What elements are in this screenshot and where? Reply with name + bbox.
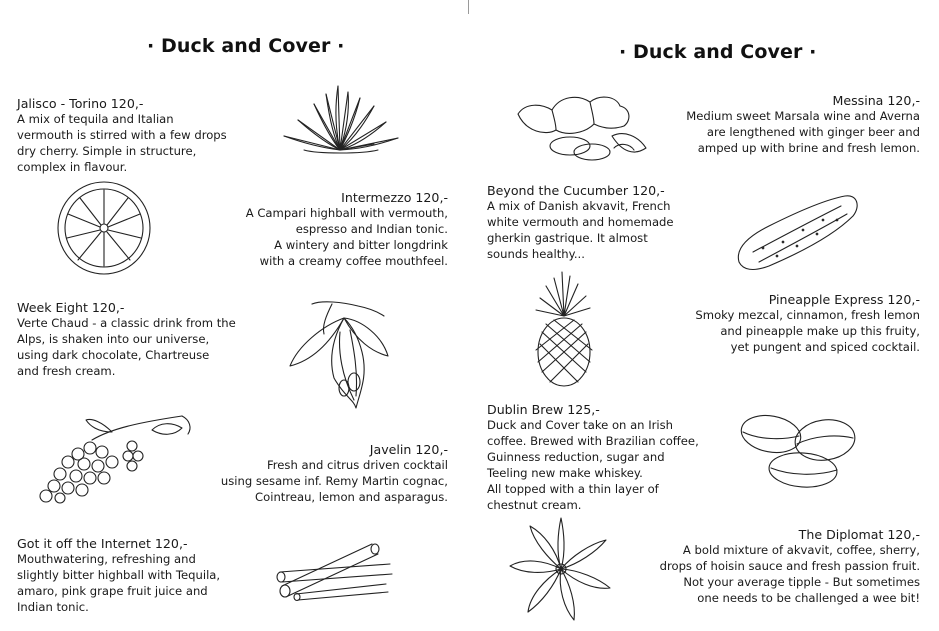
menu-item-intermezzo [246, 190, 448, 270]
drink-name: Got it off the Internet 120,- [17, 536, 188, 551]
drink-description: Medium sweet Marsala wine and Averna are lengthened with ginger beer and amped up with brine and fresh lemon. [686, 109, 920, 155]
drink-description: Mouthwatering, refreshing and slightly bitter highball with Tequila, amaro, pink grape fruit juice and Indian tonic. [17, 552, 221, 614]
coffee-beans-icon [735, 410, 861, 490]
menu-item-week-eight [17, 300, 236, 380]
menu-item-jalisco-torino [17, 96, 227, 176]
menu-item-pineapple-express [695, 292, 920, 356]
drink-description: A bold mixture of akvavit, coffee, sherry, drops of hoisin sauce and fresh passion fruit. Not your average tipple - But sometimes one needs to be challenged a wee bit! [659, 543, 920, 605]
menu-item-got-it-off-the-internet [17, 536, 220, 616]
drink-name: Intermezzo 120,- [341, 190, 448, 205]
drink-description: A mix of Danish akvavit, French white vermouth and homemade gherkin gastrique. It almost sounds healthy... [487, 199, 674, 261]
grapes-icon [32, 412, 202, 504]
drink-name: Week Eight 120,- [17, 300, 125, 315]
right-page-title: · Duck and Cover · [619, 41, 817, 63]
drink-name: Messina 120,- [832, 93, 920, 108]
drink-description: Smoky mezcal, cinnamon, fresh lemon and pineapple make up this fruity, yet pungent and spiced cocktail. [695, 308, 920, 354]
drink-name: The Diplomat 120,- [798, 527, 920, 542]
cinnamon-sticks-icon [272, 536, 396, 600]
drink-name: Pineapple Express 120,- [768, 292, 920, 307]
drink-description: A Campari highball with vermouth, espresso and Indian tonic. A wintery and bitter longdrink with a creamy coffee mouthfeel. [245, 206, 448, 268]
left-page-title: · Duck and Cover · [147, 35, 345, 57]
menu-item-the-diplomat [660, 527, 920, 607]
star-anise-icon [506, 514, 616, 624]
page-fold-line [468, 0, 469, 14]
drink-name: Dublin Brew 125,- [487, 402, 600, 417]
drink-description: Verte Chaud - a classic drink from the Alps, is shaken into our universe, using dark chocolate, Chartreuse and fresh cream. [17, 316, 236, 378]
menu-item-dublin-brew [487, 402, 699, 513]
drink-description: Duck and Cover take on an Irish coffee. Brewed with Brazilian coffee, Guinness reduction, sugar and Teeling new make whiskey. All topped with a thin layer of chestnut cream. [487, 418, 699, 512]
ginger-root-icon [512, 90, 648, 166]
drink-name: Javelin 120,- [369, 442, 448, 457]
cucumber-icon [733, 192, 861, 274]
orange-slice-icon [56, 180, 152, 276]
agave-icon [278, 82, 402, 156]
drink-name: Jalisco - Torino 120,- [17, 96, 144, 111]
drink-description: A mix of tequila and Italian vermouth is stirred with a few drops dry cherry. Simple in structure, complex in flavour. [17, 112, 227, 174]
menu-item-javelin [221, 442, 448, 506]
pineapple-icon [532, 270, 596, 388]
menu-item-beyond-the-cucumber [487, 183, 674, 263]
drink-name: Beyond the Cucumber 120,- [487, 183, 665, 198]
menu-item-messina [686, 93, 920, 157]
cacao-pod-icon [282, 296, 394, 414]
drink-description: Fresh and citrus driven cocktail using sesame inf. Remy Martin cognac, Cointreau, lemon and asparagus. [220, 458, 448, 504]
